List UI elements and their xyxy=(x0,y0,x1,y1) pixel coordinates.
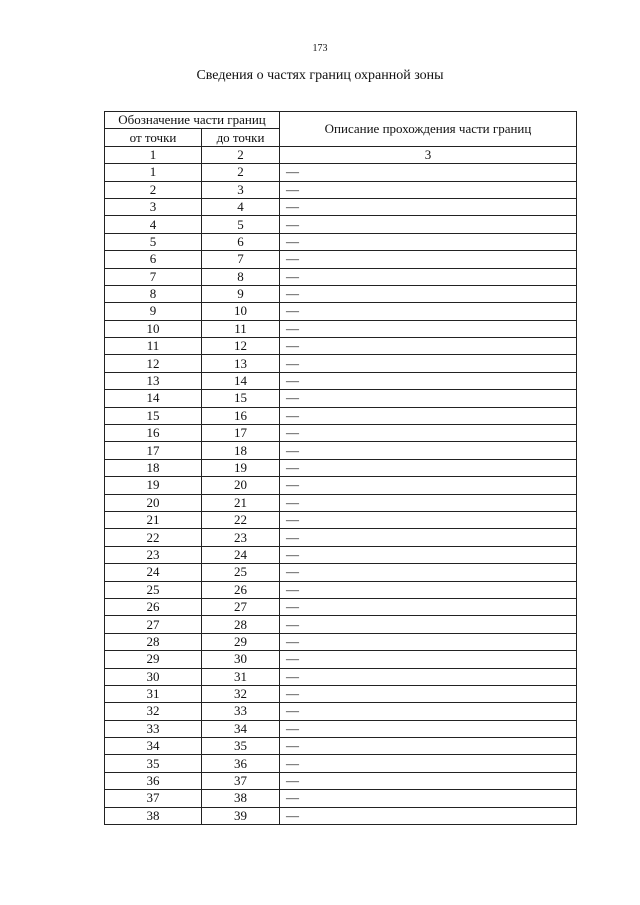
cell-to-point: 2 xyxy=(202,164,280,181)
cell-from-point: 24 xyxy=(105,564,202,581)
cell-from-point: 13 xyxy=(105,372,202,389)
cell-to-point: 15 xyxy=(202,390,280,407)
cell-from-point: 7 xyxy=(105,268,202,285)
cell-description: — xyxy=(280,320,577,337)
cell-description: — xyxy=(280,372,577,389)
cell-to-point: 38 xyxy=(202,790,280,807)
table-row xyxy=(105,372,577,389)
cell-to-point: 35 xyxy=(202,738,280,755)
cell-to-point: 20 xyxy=(202,477,280,494)
cell-to-point: 8 xyxy=(202,268,280,285)
cell-to-point: 6 xyxy=(202,233,280,250)
table-row xyxy=(105,616,577,633)
table-row xyxy=(105,807,577,824)
cell-description: — xyxy=(280,425,577,442)
table-row xyxy=(105,598,577,615)
cell-to-point: 18 xyxy=(202,442,280,459)
cell-from-point: 30 xyxy=(105,668,202,685)
cell-from-point: 33 xyxy=(105,720,202,737)
table-row xyxy=(105,164,577,181)
cell-from-point: 8 xyxy=(105,285,202,302)
header-from-point: от точки xyxy=(105,129,202,146)
cell-to-point: 34 xyxy=(202,720,280,737)
cell-description: — xyxy=(280,807,577,824)
cell-to-point: 27 xyxy=(202,598,280,615)
cell-description: — xyxy=(280,685,577,702)
cell-to-point: 16 xyxy=(202,407,280,424)
cell-to-point: 36 xyxy=(202,755,280,772)
cell-description: — xyxy=(280,285,577,302)
cell-to-point: 24 xyxy=(202,546,280,563)
table-row xyxy=(105,303,577,320)
table-row xyxy=(105,651,577,668)
cell-from-point: 26 xyxy=(105,598,202,615)
cell-description: — xyxy=(280,268,577,285)
cell-to-point: 9 xyxy=(202,285,280,302)
cell-description: — xyxy=(280,581,577,598)
table-row xyxy=(105,581,577,598)
cell-description: — xyxy=(280,390,577,407)
cell-from-point: 11 xyxy=(105,338,202,355)
cell-description: — xyxy=(280,494,577,511)
cell-to-point: 21 xyxy=(202,494,280,511)
table-row xyxy=(105,772,577,789)
cell-from-point: 23 xyxy=(105,546,202,563)
cell-description: — xyxy=(280,181,577,198)
cell-from-point: 37 xyxy=(105,790,202,807)
table-row xyxy=(105,790,577,807)
cell-description: — xyxy=(280,459,577,476)
cell-from-point: 25 xyxy=(105,581,202,598)
cell-description: — xyxy=(280,164,577,181)
cell-from-point: 21 xyxy=(105,511,202,528)
cell-description: — xyxy=(280,303,577,320)
cell-description: — xyxy=(280,216,577,233)
cell-from-point: 19 xyxy=(105,477,202,494)
cell-from-point: 20 xyxy=(105,494,202,511)
cell-to-point: 5 xyxy=(202,216,280,233)
boundary-parts-table xyxy=(104,111,577,825)
cell-description: — xyxy=(280,738,577,755)
cell-from-point: 38 xyxy=(105,807,202,824)
cell-to-point: 39 xyxy=(202,807,280,824)
cell-to-point: 28 xyxy=(202,616,280,633)
cell-description: — xyxy=(280,546,577,563)
cell-from-point: 3 xyxy=(105,198,202,215)
table-row xyxy=(105,355,577,372)
cell-description: — xyxy=(280,511,577,528)
column-number-3: 3 xyxy=(280,146,577,163)
cell-description: — xyxy=(280,233,577,250)
cell-to-point: 30 xyxy=(202,651,280,668)
cell-from-point: 34 xyxy=(105,738,202,755)
column-number-2: 2 xyxy=(202,146,280,163)
cell-description: — xyxy=(280,355,577,372)
cell-from-point: 14 xyxy=(105,390,202,407)
cell-from-point: 6 xyxy=(105,251,202,268)
cell-from-point: 15 xyxy=(105,407,202,424)
cell-from-point: 31 xyxy=(105,685,202,702)
table-row xyxy=(105,251,577,268)
cell-from-point: 29 xyxy=(105,651,202,668)
table-row xyxy=(105,390,577,407)
cell-from-point: 35 xyxy=(105,755,202,772)
table-row xyxy=(105,703,577,720)
cell-from-point: 1 xyxy=(105,164,202,181)
table-row xyxy=(105,425,577,442)
cell-to-point: 11 xyxy=(202,320,280,337)
cell-to-point: 25 xyxy=(202,564,280,581)
cell-to-point: 22 xyxy=(202,511,280,528)
cell-to-point: 23 xyxy=(202,529,280,546)
cell-to-point: 17 xyxy=(202,425,280,442)
column-number-row xyxy=(105,146,577,163)
table-row xyxy=(105,181,577,198)
cell-description: — xyxy=(280,703,577,720)
cell-to-point: 10 xyxy=(202,303,280,320)
cell-description: — xyxy=(280,790,577,807)
cell-from-point: 12 xyxy=(105,355,202,372)
cell-description: — xyxy=(280,564,577,581)
table-row xyxy=(105,198,577,215)
table-row xyxy=(105,216,577,233)
document-title: Сведения о частях границ охранной зоны xyxy=(196,68,444,83)
cell-to-point: 26 xyxy=(202,581,280,598)
table-row xyxy=(105,494,577,511)
cell-from-point: 9 xyxy=(105,303,202,320)
cell-from-point: 2 xyxy=(105,181,202,198)
cell-description: — xyxy=(280,755,577,772)
cell-description: — xyxy=(280,198,577,215)
cell-description: — xyxy=(280,651,577,668)
cell-description: — xyxy=(280,633,577,650)
cell-to-point: 3 xyxy=(202,181,280,198)
table-row xyxy=(105,511,577,528)
table-row xyxy=(105,285,577,302)
table-row xyxy=(105,407,577,424)
table-row xyxy=(105,738,577,755)
table-row xyxy=(105,720,577,737)
cell-to-point: 33 xyxy=(202,703,280,720)
cell-from-point: 4 xyxy=(105,216,202,233)
table-body xyxy=(105,164,577,825)
cell-from-point: 32 xyxy=(105,703,202,720)
header-boundary-designation: Обозначение части границ xyxy=(105,112,280,129)
table-row xyxy=(105,668,577,685)
cell-description: — xyxy=(280,616,577,633)
cell-to-point: 14 xyxy=(202,372,280,389)
table-row xyxy=(105,442,577,459)
cell-from-point: 22 xyxy=(105,529,202,546)
cell-to-point: 29 xyxy=(202,633,280,650)
table-row xyxy=(105,268,577,285)
cell-to-point: 32 xyxy=(202,685,280,702)
cell-from-point: 28 xyxy=(105,633,202,650)
cell-description: — xyxy=(280,407,577,424)
table-row xyxy=(105,529,577,546)
cell-to-point: 31 xyxy=(202,668,280,685)
cell-description: — xyxy=(280,668,577,685)
cell-description: — xyxy=(280,720,577,737)
page-number: 173 xyxy=(312,43,328,54)
cell-from-point: 5 xyxy=(105,233,202,250)
cell-from-point: 10 xyxy=(105,320,202,337)
cell-from-point: 18 xyxy=(105,459,202,476)
cell-description: — xyxy=(280,529,577,546)
cell-description: — xyxy=(280,251,577,268)
cell-to-point: 37 xyxy=(202,772,280,789)
cell-to-point: 4 xyxy=(202,198,280,215)
table-row xyxy=(105,564,577,581)
header-to-point: до точки xyxy=(202,129,280,146)
table-row xyxy=(105,633,577,650)
table-row xyxy=(105,546,577,563)
cell-description: — xyxy=(280,442,577,459)
cell-from-point: 27 xyxy=(105,616,202,633)
cell-from-point: 36 xyxy=(105,772,202,789)
cell-from-point: 16 xyxy=(105,425,202,442)
header-description: Описание прохождения части границ xyxy=(280,112,577,147)
table-row xyxy=(105,685,577,702)
cell-to-point: 12 xyxy=(202,338,280,355)
cell-description: — xyxy=(280,772,577,789)
cell-to-point: 7 xyxy=(202,251,280,268)
table-row xyxy=(105,233,577,250)
column-number-1: 1 xyxy=(105,146,202,163)
cell-description: — xyxy=(280,338,577,355)
cell-to-point: 13 xyxy=(202,355,280,372)
cell-from-point: 17 xyxy=(105,442,202,459)
table-row xyxy=(105,477,577,494)
table-row xyxy=(105,320,577,337)
table-header-row xyxy=(105,112,577,129)
table-row xyxy=(105,338,577,355)
cell-to-point: 19 xyxy=(202,459,280,476)
table-row xyxy=(105,755,577,772)
table-row xyxy=(105,459,577,476)
cell-description: — xyxy=(280,598,577,615)
cell-description: — xyxy=(280,477,577,494)
